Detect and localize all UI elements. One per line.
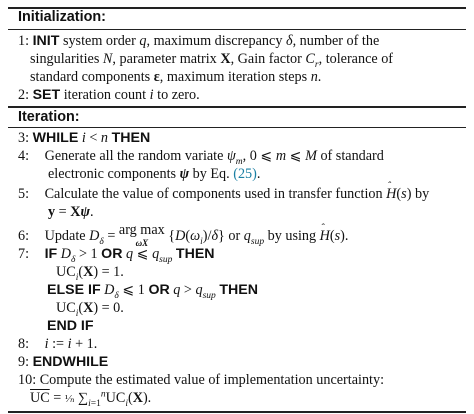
math-X: X (70, 204, 81, 220)
argmax-subscript: ωX (135, 238, 149, 248)
math-q: q (173, 282, 181, 298)
line-number: 8: (18, 336, 30, 352)
text: electronic components (48, 166, 180, 182)
math-D: D (175, 228, 186, 244)
section-divider (8, 106, 466, 108)
text: by using (264, 228, 320, 244)
line-number: 1: (18, 33, 30, 49)
iter-line-10 (18, 371, 384, 389)
math-i: i (149, 87, 154, 103)
keyword-set: SET (32, 87, 61, 103)
math-q: q (126, 246, 134, 262)
math-D-delta: $D_\delta$ (104, 282, 119, 301)
iter-line-7: 7: IF $D_\delta > 1$ OR q ⩽ $q_{sup}$ THEN (18, 246, 215, 265)
math-sum: $\sum_{i=1}^n$ (77, 389, 106, 409)
line-number: 2: (18, 87, 30, 103)
top-rule (8, 0, 466, 9)
math-q: q (139, 33, 147, 49)
line-number: 10: (18, 372, 37, 388)
keyword-then: THEN (219, 282, 258, 298)
iter-line-7b: $UC_i(X) = 1$. (56, 264, 124, 283)
text: , number of the (292, 33, 380, 49)
init-line-1 (18, 32, 379, 50)
iter-line-4: 4: Generate all the random variate $\psi_m$, 0 ⩽ m ⩽ M of standard (18, 148, 384, 167)
math-y-eq: y (48, 204, 56, 220)
line-number: 6: (18, 228, 30, 244)
text: Calculate the value of components used in transfer function (44, 186, 387, 202)
text: , Gain factor (230, 51, 306, 67)
keyword-while: WHILE (32, 130, 79, 146)
math-omega: $\omega_i$ (190, 228, 203, 247)
rule-under-initialization (8, 29, 466, 30)
math-q-sup: $q_{sup}$ (243, 228, 265, 247)
text: of standard (316, 148, 384, 164)
math-m: m (275, 148, 287, 164)
math-s: s (401, 186, 407, 202)
line-number: 3: (18, 130, 30, 146)
text: . (317, 69, 322, 85)
keyword-then: THEN (175, 246, 215, 262)
math-i: i (44, 336, 49, 352)
text: by Eq. (189, 166, 234, 182)
text: Update (44, 228, 90, 244)
text: iteration count (60, 87, 150, 103)
keyword-else-if: ELSE IF (47, 282, 101, 298)
text: , tolerance of (318, 51, 394, 67)
math-epsilon: ε (153, 69, 160, 85)
text: Compute the estimated value of implementation uncertainty: (39, 372, 385, 388)
math-H-hat: ˆ H (386, 185, 396, 203)
math-cond: i (81, 130, 86, 146)
keyword-if: IF (44, 246, 58, 262)
math-n: n (310, 69, 318, 85)
keyword-endwhile: ENDWHILE (32, 354, 109, 370)
init-line-1c (30, 68, 321, 86)
math-D-delta: $D_\delta$ (60, 246, 76, 265)
line-number: 5: (18, 186, 30, 202)
math-psi-m: $\psi_m$ (226, 148, 243, 167)
section-initialization: Initialization: (18, 9, 106, 25)
math-q-sup: $q_{sup}$ (195, 282, 216, 301)
text: , maximum discrepancy (146, 33, 286, 49)
text: standard components (30, 69, 154, 85)
iter-line-6: 6: Update $D_\delta$ = arg max ωX $\{D(\omega_i)/\delta\}$ or $q_{sup}$ by using ˆ H(s). (18, 221, 348, 247)
math-n: n (100, 130, 109, 146)
bottom-rule (8, 411, 466, 413)
equation-link[interactable]: (25) (233, 166, 257, 182)
text: Generate all the random variate (44, 148, 227, 164)
line-number: 4: (18, 148, 30, 164)
text: system order (59, 33, 140, 49)
text: singularities (30, 51, 103, 67)
math-X: X (83, 264, 94, 280)
math-X: X (220, 51, 231, 67)
math-M: M (305, 148, 317, 164)
math-q-sup: $q_{sup}$ (152, 246, 173, 265)
text: by (411, 186, 430, 202)
math-frac: ¹⁄ₙ (64, 393, 75, 405)
math-H-hat: ˆ H (320, 227, 330, 245)
keyword-or: OR (148, 282, 170, 298)
iter-line-9 (18, 353, 108, 371)
argmax-operator (119, 221, 165, 247)
init-line-1b (30, 50, 393, 68)
math-s: s (334, 228, 341, 244)
line-number: 7: (18, 246, 30, 262)
math-i: i (67, 336, 72, 352)
iter-line-8: 8: i := i + 1. (18, 336, 98, 352)
keyword-end-if: END IF (47, 318, 94, 334)
line-number: 9: (18, 354, 30, 370)
text: arg max (118, 222, 165, 238)
text: . (256, 166, 261, 182)
math-N: N (102, 51, 113, 67)
iter-line-7c: ELSE IF $D_\delta$ ⩽ 1 OR $q > q_{sup}$ THEN (47, 282, 258, 301)
math-X: X (132, 390, 143, 406)
keyword-then: THEN (111, 130, 151, 146)
iter-line-7d: $UC_i(X) = 0$. (56, 300, 124, 319)
math-X: X (83, 300, 94, 316)
init-line-2 (18, 86, 200, 104)
iter-line-5b: y = Xψ. (48, 204, 94, 220)
rule-under-iteration (8, 127, 466, 128)
math-psi: ψ (80, 204, 90, 220)
keyword-init: INIT (32, 33, 60, 49)
iter-line-7e (47, 317, 94, 335)
math-psi: ψ (179, 166, 190, 182)
text: , maximum iteration steps (159, 69, 311, 85)
text: to zero. (153, 87, 200, 103)
math-delta: δ (285, 33, 293, 49)
iter-line-10b: $\overline{UC}$ = ¹⁄ₙ $\sum_{i=1}^nUC_i(X)$. (30, 389, 152, 409)
section-iteration: Iteration: (18, 109, 80, 125)
iter-line-5: 5: Calculate the value of components used in transfer function ˆ H(s) by (18, 185, 429, 203)
keyword-or: OR (101, 246, 123, 262)
math-UC-bar: $\overline{UC}$ (30, 390, 50, 406)
math-D-delta: $D_\delta$ (89, 228, 104, 247)
text: or (224, 228, 244, 244)
iter-line-3: 3: WHILE i < n THEN (18, 130, 151, 146)
iter-line-4b (48, 165, 260, 183)
math-Cr: $C_r$ (305, 51, 319, 70)
text: , parameter matrix (112, 51, 221, 67)
math-delta: δ (211, 228, 219, 244)
